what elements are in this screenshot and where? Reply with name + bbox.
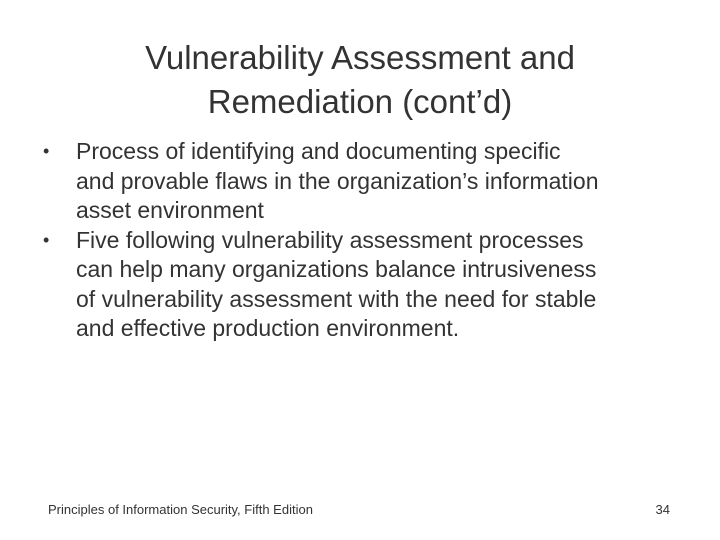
bullet-list [0,137,720,344]
bullet-item [0,226,720,344]
footer-source: Principles of Information Security, Fifth Edition [48,502,313,517]
title-line: Remediation (cont’d) [207,83,513,120]
bullet-line: and effective production environment. [76,315,460,341]
page-number: 34 [655,502,670,517]
bullet-line: of vulnerability assessment with the need for stable [76,285,597,312]
bullet-line: Process of identifying and documenting specific [76,138,561,164]
bullet-line: and provable flaws in the organization’s information [76,167,599,194]
bullet-item [0,137,720,226]
title-line: Vulnerability Assessment and [145,39,575,76]
slide-title [40,36,680,124]
bullet-marker: • [43,141,50,161]
bullet-line: Five following vulnerability assessment processes [76,226,584,253]
bullet-line: asset environment [76,197,264,223]
bullet-line: can help many organizations balance intrusiveness [76,256,597,282]
bullet-marker: • [43,229,50,250]
